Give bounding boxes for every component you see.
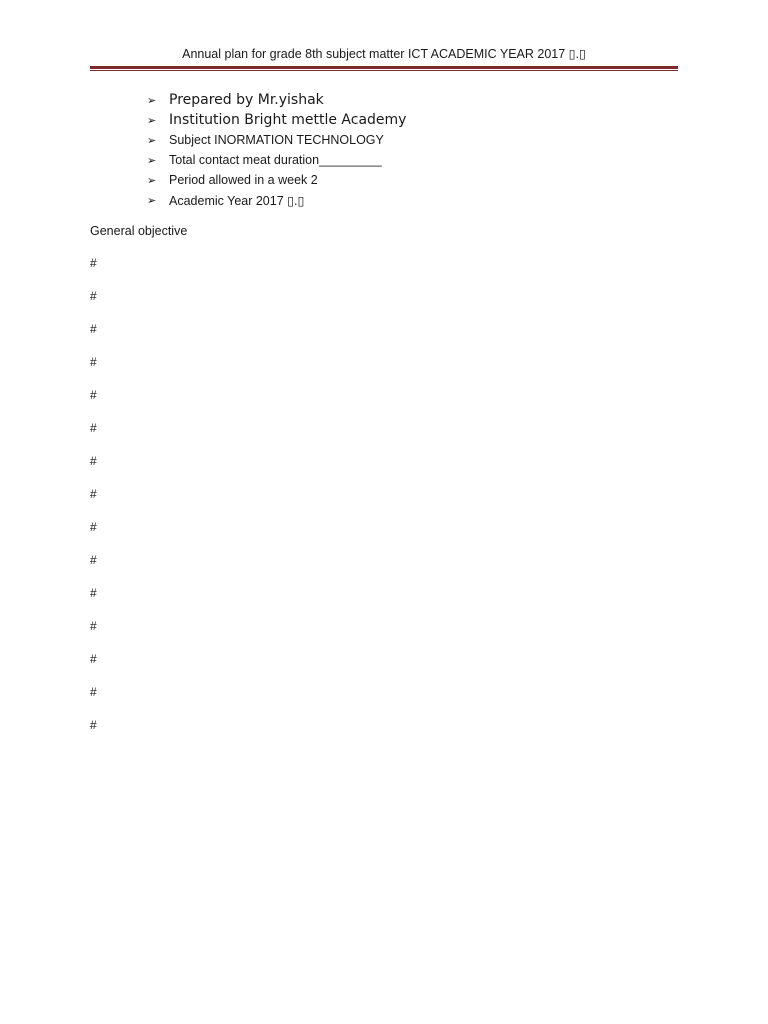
objective-item: # xyxy=(90,586,97,600)
details-list xyxy=(147,90,406,210)
header-rule-thin xyxy=(90,70,678,71)
list-item-subject xyxy=(147,130,406,150)
objective-item: # xyxy=(90,289,97,303)
objective-item: # xyxy=(90,454,97,468)
list-item-academic-year xyxy=(147,190,406,210)
objective-item: # xyxy=(90,718,97,732)
arrow-bullet-icon: ➢ xyxy=(147,113,157,127)
arrow-bullet-icon: ➢ xyxy=(147,174,157,187)
objective-item: # xyxy=(90,652,97,666)
objective-item: # xyxy=(90,388,97,402)
list-item-prepared-by xyxy=(147,90,406,110)
objective-item: # xyxy=(90,685,97,699)
arrow-bullet-icon: ➢ xyxy=(147,194,157,207)
list-item-text: Total contact meat duration_________ xyxy=(169,153,382,167)
objective-item: # xyxy=(90,322,97,336)
list-item-text: Academic Year 2017 ▯.▯ xyxy=(169,193,305,208)
objective-item: # xyxy=(90,553,97,567)
list-item-text: Prepared by Mr.yishak xyxy=(169,92,324,108)
list-item-text: Institution Bright mettle Academy xyxy=(169,112,407,128)
general-objective-heading: General objective xyxy=(90,224,188,238)
list-item-text: Subject INORMATION TECHNOLOGY xyxy=(169,133,384,147)
arrow-bullet-icon: ➢ xyxy=(147,93,157,107)
arrow-bullet-icon: ➢ xyxy=(147,134,157,147)
objective-item: # xyxy=(90,256,97,270)
objective-item: # xyxy=(90,487,97,501)
list-item-institution xyxy=(147,110,406,130)
objective-item: # xyxy=(90,619,97,633)
page-header-title: Annual plan for grade 8th subject matter ICT ACADEMIC YEAR 2017 ▯.▯ xyxy=(182,47,586,61)
objective-item: # xyxy=(90,355,97,369)
objective-item: # xyxy=(90,520,97,534)
arrow-bullet-icon: ➢ xyxy=(147,154,157,167)
objective-item: # xyxy=(90,421,97,435)
list-item-contact-duration xyxy=(147,150,406,170)
header-rule-thick xyxy=(90,66,678,69)
list-item-periods xyxy=(147,170,406,190)
list-item-text: Period allowed in a week 2 xyxy=(169,173,318,187)
objective-list xyxy=(90,256,97,751)
